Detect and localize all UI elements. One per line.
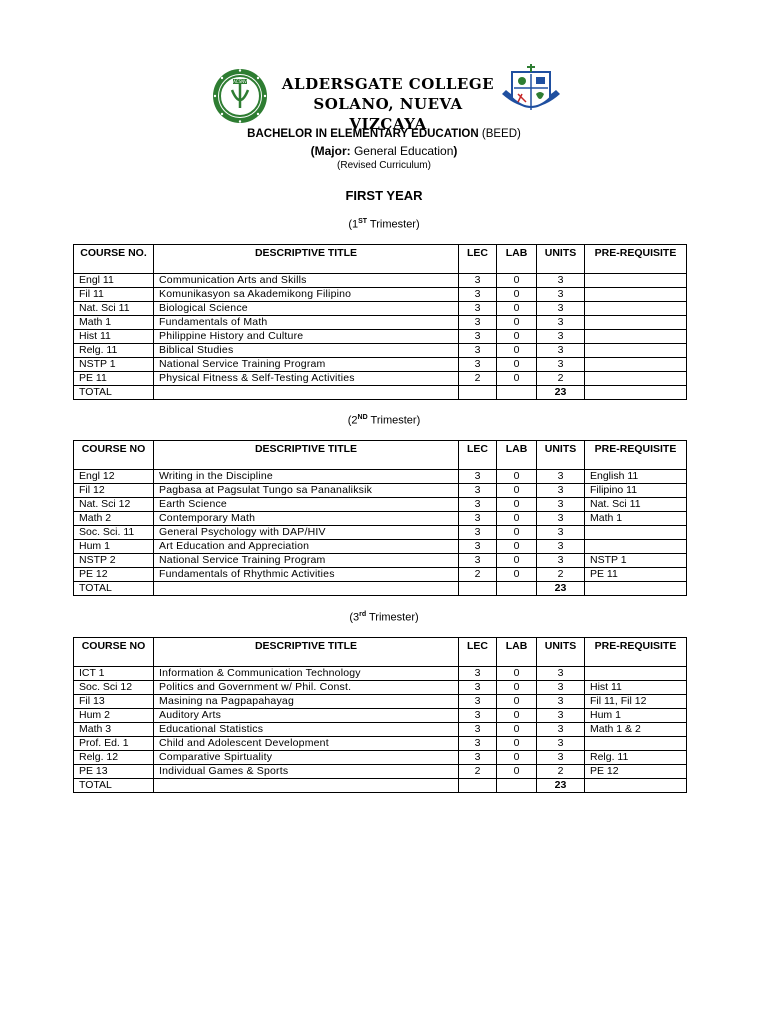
total-row (74, 386, 687, 400)
course-units: 3 (537, 737, 585, 751)
col-header-title: DESCRIPTIVE TITLE (154, 638, 459, 667)
college-seal-logo (212, 68, 268, 124)
course-code: Soc. Sci. 11 (74, 526, 154, 540)
course-units: 3 (537, 470, 585, 484)
course-code: Hum 1 (74, 540, 154, 554)
table-row (74, 751, 687, 765)
course-lab: 0 (497, 709, 537, 723)
table-row (74, 302, 687, 316)
course-lab: 0 (497, 681, 537, 695)
course-code: ICT 1 (74, 667, 154, 681)
course-prerequisite: Relg. 11 (585, 751, 687, 765)
course-title: Comparative Spirtuality (154, 751, 459, 765)
course-lec: 3 (459, 512, 497, 526)
course-code: PE 11 (74, 372, 154, 386)
table-header-row (74, 441, 687, 470)
total-empty (585, 779, 687, 793)
college-crest-logo (500, 64, 562, 124)
col-header-units: UNITS (537, 638, 585, 667)
trimester-label-sup: ND (357, 414, 368, 421)
course-units: 3 (537, 667, 585, 681)
table-row (74, 288, 687, 302)
course-table-trimester-2 (73, 440, 687, 596)
course-lab: 0 (497, 302, 537, 316)
col-header-lec: LEC (459, 245, 497, 274)
table-row (74, 568, 687, 582)
col-header-lec: LEC (459, 441, 497, 470)
course-title: Child and Adolescent Development (154, 737, 459, 751)
major-open: (Major: (310, 144, 354, 158)
course-title: Communication Arts and Skills (154, 274, 459, 288)
course-units: 3 (537, 498, 585, 512)
course-units: 3 (537, 681, 585, 695)
course-units: 3 (537, 526, 585, 540)
trimester-label-sup: ST (358, 218, 368, 225)
program-title (0, 128, 768, 140)
course-lab: 0 (497, 765, 537, 779)
course-code: Math 2 (74, 512, 154, 526)
course-title: Physical Fitness & Self-Testing Activities (154, 372, 459, 386)
table-row (74, 765, 687, 779)
course-code: PE 12 (74, 568, 154, 582)
trimester-label-post: Trimester) (366, 611, 419, 624)
table-row (74, 470, 687, 484)
course-title: Earth Science (154, 498, 459, 512)
major-value: General Education (353, 144, 454, 158)
course-prerequisite (585, 737, 687, 751)
course-lab: 0 (497, 512, 537, 526)
course-lab: 0 (497, 695, 537, 709)
col-header-course-no: COURSE NO (74, 441, 154, 470)
course-units: 3 (537, 709, 585, 723)
total-units: 23 (537, 582, 585, 596)
course-code: Soc. Sci 12 (74, 681, 154, 695)
course-table-trimester-3 (73, 637, 687, 793)
total-empty (585, 582, 687, 596)
course-title: Pagbasa at Pagsulat Tungo sa Pananaliksik (154, 484, 459, 498)
total-empty (585, 386, 687, 400)
trimester-label-post: Trimester) (367, 218, 420, 231)
year-heading: FIRST YEAR (345, 188, 423, 203)
table-row (74, 512, 687, 526)
course-units: 2 (537, 765, 585, 779)
course-units: 2 (537, 568, 585, 582)
course-prerequisite (585, 302, 687, 316)
course-lab: 0 (497, 526, 537, 540)
trimester-label-post: Trimester) (367, 414, 421, 427)
college-name-line2: SOLANO, NUEVA VIZCAYA (313, 95, 463, 133)
course-units: 3 (537, 751, 585, 765)
course-code: Fil 11 (74, 288, 154, 302)
table-row (74, 358, 687, 372)
table-row (74, 344, 687, 358)
trimester-label-2 (0, 414, 768, 427)
table-row (74, 526, 687, 540)
course-lab: 0 (497, 751, 537, 765)
course-prerequisite: Filipino 11 (585, 484, 687, 498)
course-units: 2 (537, 372, 585, 386)
total-empty (459, 386, 497, 400)
course-lab: 0 (497, 568, 537, 582)
course-title: Educational Statistics (154, 723, 459, 737)
course-code: PE 13 (74, 765, 154, 779)
total-label: TOTAL (74, 779, 154, 793)
course-prerequisite: PE 11 (585, 568, 687, 582)
program-abbr: (BEED) (481, 128, 521, 140)
table-row (74, 330, 687, 344)
course-code: NSTP 2 (74, 554, 154, 568)
course-units: 3 (537, 695, 585, 709)
table-header-row (74, 245, 687, 274)
course-lab: 0 (497, 667, 537, 681)
course-units: 3 (537, 330, 585, 344)
course-lab: 0 (497, 723, 537, 737)
course-lab: 0 (497, 470, 537, 484)
course-code: Prof. Ed. 1 (74, 737, 154, 751)
course-prerequisite: Hum 1 (585, 709, 687, 723)
col-header-lab: LAB (497, 441, 537, 470)
total-empty (154, 779, 459, 793)
table-row (74, 723, 687, 737)
course-prerequisite: PE 12 (585, 765, 687, 779)
course-units: 3 (537, 274, 585, 288)
course-lec: 3 (459, 330, 497, 344)
course-title: Contemporary Math (154, 512, 459, 526)
course-lec: 3 (459, 316, 497, 330)
college-name-line1: ALDERSGATE COLLEGE (281, 75, 495, 93)
course-lec: 2 (459, 765, 497, 779)
course-prerequisite: Math 1 (585, 512, 687, 526)
course-units: 3 (537, 484, 585, 498)
course-code: Relg. 12 (74, 751, 154, 765)
course-code: Math 1 (74, 316, 154, 330)
course-prerequisite (585, 358, 687, 372)
course-code: Engl 11 (74, 274, 154, 288)
course-prerequisite: Fil 11, Fil 12 (585, 695, 687, 709)
col-header-course-no: COURSE NO (74, 638, 154, 667)
total-label: TOTAL (74, 582, 154, 596)
trimester-label-sup: rd (359, 611, 367, 618)
table-row (74, 484, 687, 498)
col-header-title: DESCRIPTIVE TITLE (154, 441, 459, 470)
table-row (74, 554, 687, 568)
course-prerequisite: English 11 (585, 470, 687, 484)
course-lec: 2 (459, 372, 497, 386)
col-header-title: DESCRIPTIVE TITLE (154, 245, 459, 274)
course-lec: 3 (459, 484, 497, 498)
course-title: Komunikasyon sa Akademikong Filipino (154, 288, 459, 302)
course-title: Biological Science (154, 302, 459, 316)
course-units: 3 (537, 302, 585, 316)
course-units: 3 (537, 512, 585, 526)
course-prerequisite (585, 540, 687, 554)
major-line (0, 144, 768, 158)
course-code: Hist 11 (74, 330, 154, 344)
course-code: Relg. 11 (74, 344, 154, 358)
course-prerequisite (585, 372, 687, 386)
course-prerequisite (585, 667, 687, 681)
course-title: Fundamentals of Rhythmic Activities (154, 568, 459, 582)
course-lec: 3 (459, 526, 497, 540)
course-title: Writing in the Discipline (154, 470, 459, 484)
course-lec: 3 (459, 554, 497, 568)
course-title: Philippine History and Culture (154, 330, 459, 344)
course-lec: 2 (459, 568, 497, 582)
course-code: Nat. Sci 11 (74, 302, 154, 316)
course-lec: 3 (459, 274, 497, 288)
course-lab: 0 (497, 330, 537, 344)
course-lec: 3 (459, 737, 497, 751)
table-row (74, 695, 687, 709)
course-prerequisite: Math 1 & 2 (585, 723, 687, 737)
total-row (74, 582, 687, 596)
course-prerequisite (585, 288, 687, 302)
course-code: Math 3 (74, 723, 154, 737)
course-units: 3 (537, 554, 585, 568)
trimester-label-pre: (3 (349, 611, 360, 624)
course-lab: 0 (497, 498, 537, 512)
course-units: 3 (537, 316, 585, 330)
course-title: Politics and Government w/ Phil. Const. (154, 681, 459, 695)
trimester-label-1 (0, 218, 768, 231)
col-header-prerequisite: PRE-REQUISITE (585, 245, 687, 274)
col-header-lab: LAB (497, 245, 537, 274)
table-row (74, 372, 687, 386)
col-header-lab: LAB (497, 638, 537, 667)
total-empty (154, 582, 459, 596)
course-code: Hum 2 (74, 709, 154, 723)
course-prerequisite (585, 274, 687, 288)
svg-text:ACSNV: ACSNV (233, 79, 247, 84)
table-row (74, 540, 687, 554)
course-title: Information & Communication Technology (154, 667, 459, 681)
course-lec: 3 (459, 498, 497, 512)
course-prerequisite (585, 344, 687, 358)
course-title: Individual Games & Sports (154, 765, 459, 779)
table-row (74, 316, 687, 330)
program-name: BACHELOR IN ELEMENTARY EDUCATION (247, 128, 479, 140)
course-title: Fundamentals of Math (154, 316, 459, 330)
course-lec: 3 (459, 695, 497, 709)
total-units: 23 (537, 779, 585, 793)
course-prerequisite (585, 330, 687, 344)
document-header (0, 64, 768, 133)
course-lec: 3 (459, 470, 497, 484)
course-prerequisite (585, 316, 687, 330)
course-lab: 0 (497, 288, 537, 302)
course-code: NSTP 1 (74, 358, 154, 372)
course-lec: 3 (459, 540, 497, 554)
total-label: TOTAL (74, 386, 154, 400)
course-prerequisite: Nat. Sci 11 (585, 498, 687, 512)
major-close: ) (453, 144, 458, 158)
total-empty (154, 386, 459, 400)
total-empty (497, 386, 537, 400)
course-code: Engl 12 (74, 470, 154, 484)
course-lec: 3 (459, 723, 497, 737)
course-lab: 0 (497, 344, 537, 358)
college-name (278, 74, 498, 134)
course-prerequisite: NSTP 1 (585, 554, 687, 568)
course-table-trimester-1 (73, 244, 687, 400)
table-row (74, 498, 687, 512)
total-empty (459, 779, 497, 793)
course-title: Auditory Arts (154, 709, 459, 723)
course-lab: 0 (497, 358, 537, 372)
course-code: Fil 12 (74, 484, 154, 498)
course-code: Nat. Sci 12 (74, 498, 154, 512)
revised-curriculum: (Revised Curriculum) (337, 160, 431, 171)
col-header-units: UNITS (537, 441, 585, 470)
course-lab: 0 (497, 484, 537, 498)
course-lab: 0 (497, 737, 537, 751)
table-row (74, 737, 687, 751)
trimester-label-pre: (2 (347, 414, 358, 427)
course-lab: 0 (497, 554, 537, 568)
course-title: National Service Training Program (154, 554, 459, 568)
trimester-label-pre: (1 (348, 218, 359, 231)
col-header-prerequisite: PRE-REQUISITE (585, 441, 687, 470)
total-row (74, 779, 687, 793)
course-units: 3 (537, 358, 585, 372)
course-units: 3 (537, 288, 585, 302)
course-lec: 3 (459, 302, 497, 316)
course-prerequisite: Hist 11 (585, 681, 687, 695)
col-header-units: UNITS (537, 245, 585, 274)
course-lec: 3 (459, 681, 497, 695)
total-empty (459, 582, 497, 596)
course-lec: 3 (459, 288, 497, 302)
course-lab: 0 (497, 372, 537, 386)
col-header-course-no: COURSE NO. (74, 245, 154, 274)
course-lec: 3 (459, 344, 497, 358)
table-row (74, 667, 687, 681)
course-title: General Psychology with DAP/HIV (154, 526, 459, 540)
table-header-row (74, 638, 687, 667)
course-code: Fil 13 (74, 695, 154, 709)
course-lec: 3 (459, 751, 497, 765)
total-units: 23 (537, 386, 585, 400)
table-row (74, 681, 687, 695)
table-row (74, 274, 687, 288)
course-lab: 0 (497, 274, 537, 288)
course-title: Art Education and Appreciation (154, 540, 459, 554)
course-units: 3 (537, 344, 585, 358)
course-units: 3 (537, 540, 585, 554)
col-header-prerequisite: PRE-REQUISITE (585, 638, 687, 667)
course-lec: 3 (459, 358, 497, 372)
course-title: Biblical Studies (154, 344, 459, 358)
course-lec: 3 (459, 709, 497, 723)
course-lab: 0 (497, 540, 537, 554)
col-header-lec: LEC (459, 638, 497, 667)
total-empty (497, 779, 537, 793)
course-prerequisite (585, 526, 687, 540)
course-title: Masining na Pagpapahayag (154, 695, 459, 709)
course-lec: 3 (459, 667, 497, 681)
course-lab: 0 (497, 316, 537, 330)
course-units: 3 (537, 723, 585, 737)
total-empty (497, 582, 537, 596)
table-row (74, 709, 687, 723)
course-title: National Service Training Program (154, 358, 459, 372)
trimester-label-3 (0, 611, 768, 624)
